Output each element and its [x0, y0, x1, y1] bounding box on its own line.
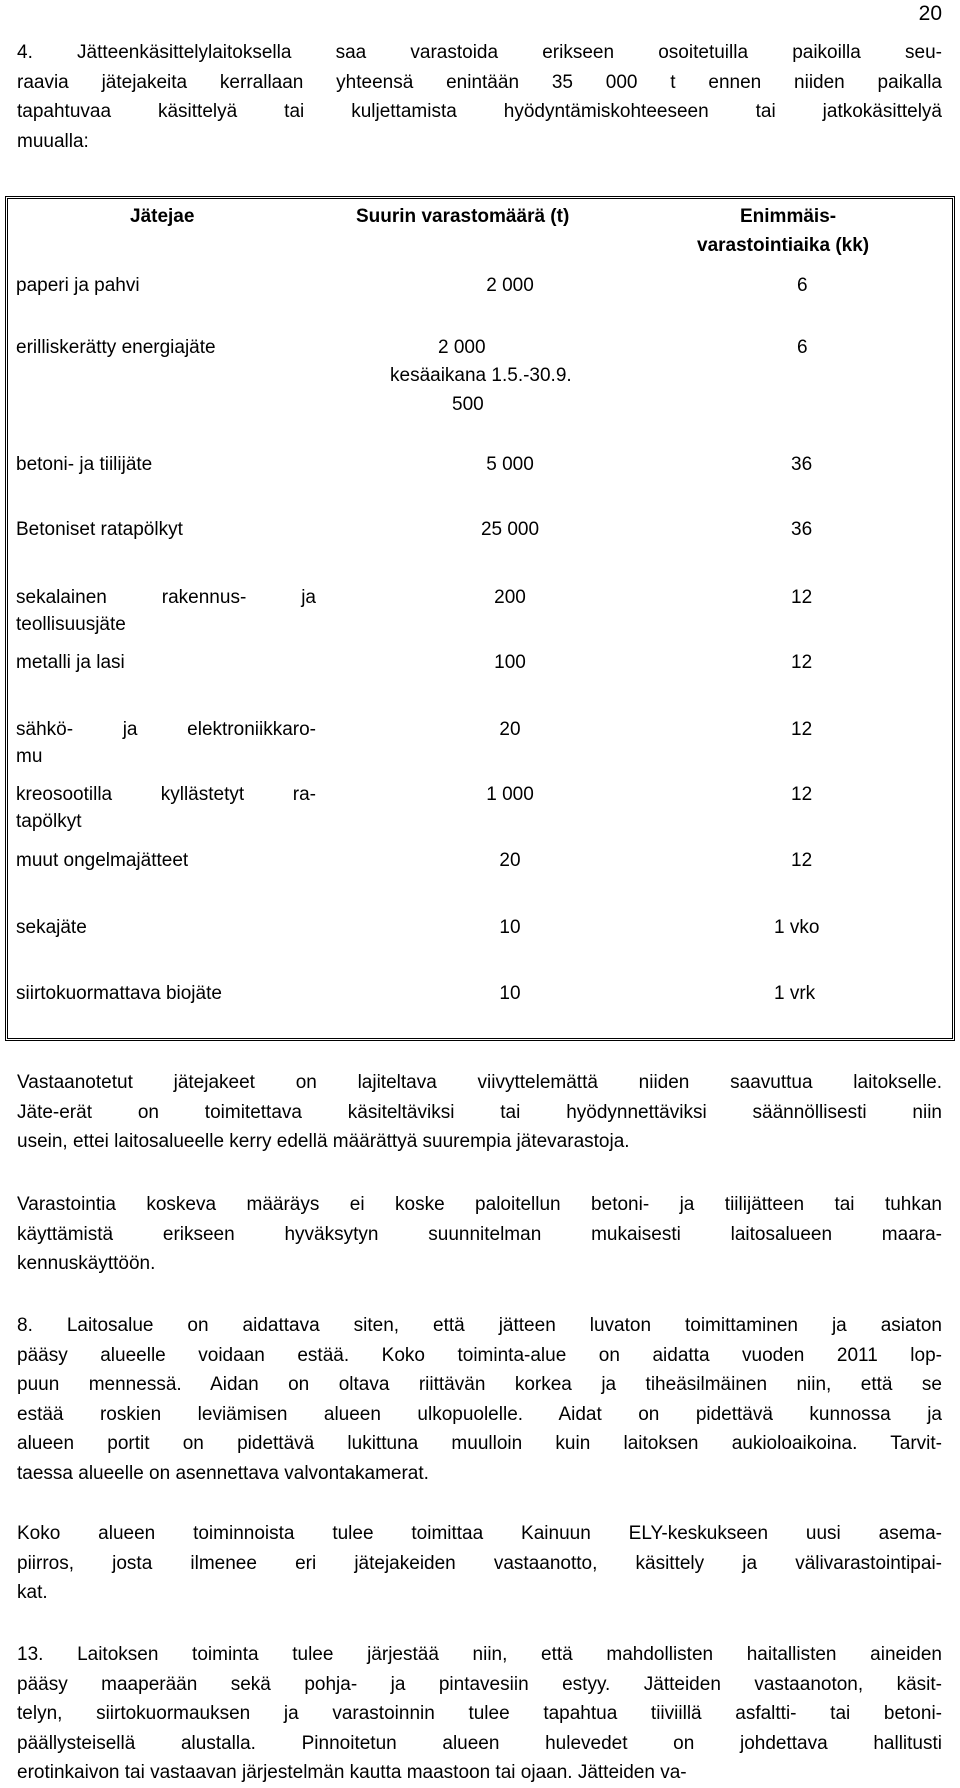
text-line: päällysteisellä alustalla. Pinnoitetun alueen hulevedet on johdettava hallitusti [17, 1732, 942, 1754]
row-amount: 20 [499, 719, 521, 740]
row-time: 12 [791, 784, 813, 805]
row-waste-name: kreosootilla kyllästetyt ra- [16, 784, 316, 805]
text-line: piirros, josta ilmenee eri jätejakeiden vastaanotto, käsittely ja välivarastointipai- [17, 1552, 942, 1574]
text-line: Koko alueen toiminnoista tulee toimittaa Kainuun ELY-keskukseen uusi asema- [17, 1523, 942, 1544]
paragraph-site-plan [17, 1519, 942, 1608]
row-waste-name: muut ongelmajätteet [16, 850, 189, 871]
row-amount: 1 000 [486, 784, 534, 805]
row-waste-name: metalli ja lasi [16, 652, 125, 673]
text-line: estää roskien leviämisen alueen ulkopuolelle. Aidat on pidettävä kunnossa ja [17, 1403, 942, 1425]
row-amount: 200 [494, 587, 526, 608]
header-waste-type: Jätejae [130, 206, 195, 227]
text-line: 4. Jätteenkäsittelylaitoksella saa varastoida erikseen osoitetuilla paikoilla seu- [17, 42, 942, 63]
header-max-amount: Suurin varastomäärä (t) [356, 206, 570, 227]
row-amount-note: kesäaikana 1.5.-30.9. [390, 365, 572, 386]
row-time: 36 [791, 519, 813, 540]
text-line: telyn, siirtokuormauksen ja varastoinnin tulee tapahtua tiiviillä asfaltti- tai betoni- [17, 1703, 942, 1724]
row-amount: 2 000 [486, 275, 534, 296]
row-waste-name: sekalainen rakennus- ja [16, 587, 316, 608]
row-waste-name: betoni- ja tiilijäte [16, 454, 153, 475]
text-line: usein, ettei laitosalueelle kerry edellä määrättyä suurempia jätevarastoja. [17, 1131, 630, 1152]
text-line: erotinkaivon tai vastaavan järjestelmän kautta maastoon tai ojaan. Jätteiden va- [17, 1762, 687, 1783]
text-line: puun mennessä. Aidan on oltava riittävän korkea ja tiheäsilmäinen niin, että se [17, 1374, 942, 1395]
row-waste-name: siirtokuormattava biojäte [16, 983, 222, 1004]
row-time: 12 [791, 719, 813, 740]
row-waste-name-cont: mu [16, 746, 43, 767]
text-line: tapahtuvaa käsittelyä tai kuljettamista hyödyntämiskohteeseen tai jatkokäsittelyä [17, 101, 942, 122]
text-line: käyttämistä erikseen hyväksytyn suunnitelman mukaisesti laitosalueen maara- [17, 1223, 942, 1245]
row-time: 12 [791, 652, 813, 673]
page-number: 20 [918, 2, 942, 25]
paragraph-storage-exception [17, 1190, 942, 1279]
row-time: 12 [791, 587, 813, 608]
row-waste-name-cont: teollisuusjäte [16, 614, 126, 635]
row-time: 6 [797, 275, 808, 296]
row-time: 12 [791, 850, 813, 871]
row-time: 1 vko [774, 917, 820, 938]
intro-paragraph [17, 38, 942, 156]
paragraph-sorting [17, 1068, 942, 1157]
header-max-time: varastointiaika (kk) [697, 235, 870, 256]
row-amount: 25 000 [480, 519, 540, 540]
row-amount: 2 000 [438, 337, 486, 358]
row-time: 6 [797, 337, 808, 358]
text-line: pääsy alueelle voidaan estää. Koko toiminta-alue on aidatta vuoden 2011 lop- [17, 1344, 942, 1366]
row-amount: 10 [499, 983, 521, 1004]
text-line: pääsy maaperään sekä pohja- ja pintavesiin estyy. Jätteiden vastaanoton, käsit- [17, 1673, 942, 1695]
row-amount: 5 000 [486, 454, 534, 475]
text-line: Jäte-erät on toimitettava käsiteltäviksi tai hyödynnettäviksi säännöllisesti niin [17, 1101, 942, 1123]
text-line: 13. Laitoksen toiminta tulee järjestää niin, että mahdollisten haitallisten aineiden [17, 1644, 942, 1665]
text-line: raavia jätejakeita kerrallaan yhteensä enintään 35 000 t ennen niiden paikalla [17, 71, 942, 93]
row-waste-name: erilliskerätty energiajäte [16, 337, 216, 358]
row-amount: 10 [499, 917, 521, 938]
row-time: 36 [791, 454, 813, 475]
text-line: Vastaanotetut jätejakeet on lajiteltava viivyttelemättä niiden saavuttua laitokselle. [17, 1072, 942, 1093]
row-waste-name: paperi ja pahvi [16, 275, 140, 296]
row-waste-name: sähkö- ja elektroniikkaro- [16, 719, 316, 740]
row-waste-name-cont: tapölkyt [16, 811, 82, 832]
row-waste-name: sekajäte [16, 917, 87, 938]
row-time: 1 vrk [774, 983, 816, 1004]
paragraph-groundwater [17, 1640, 942, 1788]
paragraph-fencing [17, 1311, 942, 1488]
row-amount: 100 [494, 652, 526, 673]
text-line: kennuskäyttöön. [17, 1253, 156, 1274]
header-max-time: Enimmäis- [740, 206, 837, 227]
row-amount-summer: 500 [452, 394, 484, 415]
text-line: 8. Laitosalue on aidattava siten, että jätteen luvaton toimittaminen ja asiaton [17, 1315, 942, 1336]
text-line: alueen portit on pidettävä lukittuna muulloin kuin laitoksen aukioloaikoina. Tarvit- [17, 1433, 942, 1454]
text-line: kat. [17, 1582, 48, 1603]
row-amount: 20 [499, 850, 521, 871]
row-waste-name: Betoniset ratapölkyt [16, 519, 183, 540]
text-line: taessa alueelle on asennettava valvontakamerat. [17, 1462, 429, 1484]
text-line: muualla: [17, 130, 89, 152]
text-line: Varastointia koskeva määräys ei koske paloitellun betoni- ja tiilijätteen tai tuhkan [17, 1194, 942, 1215]
